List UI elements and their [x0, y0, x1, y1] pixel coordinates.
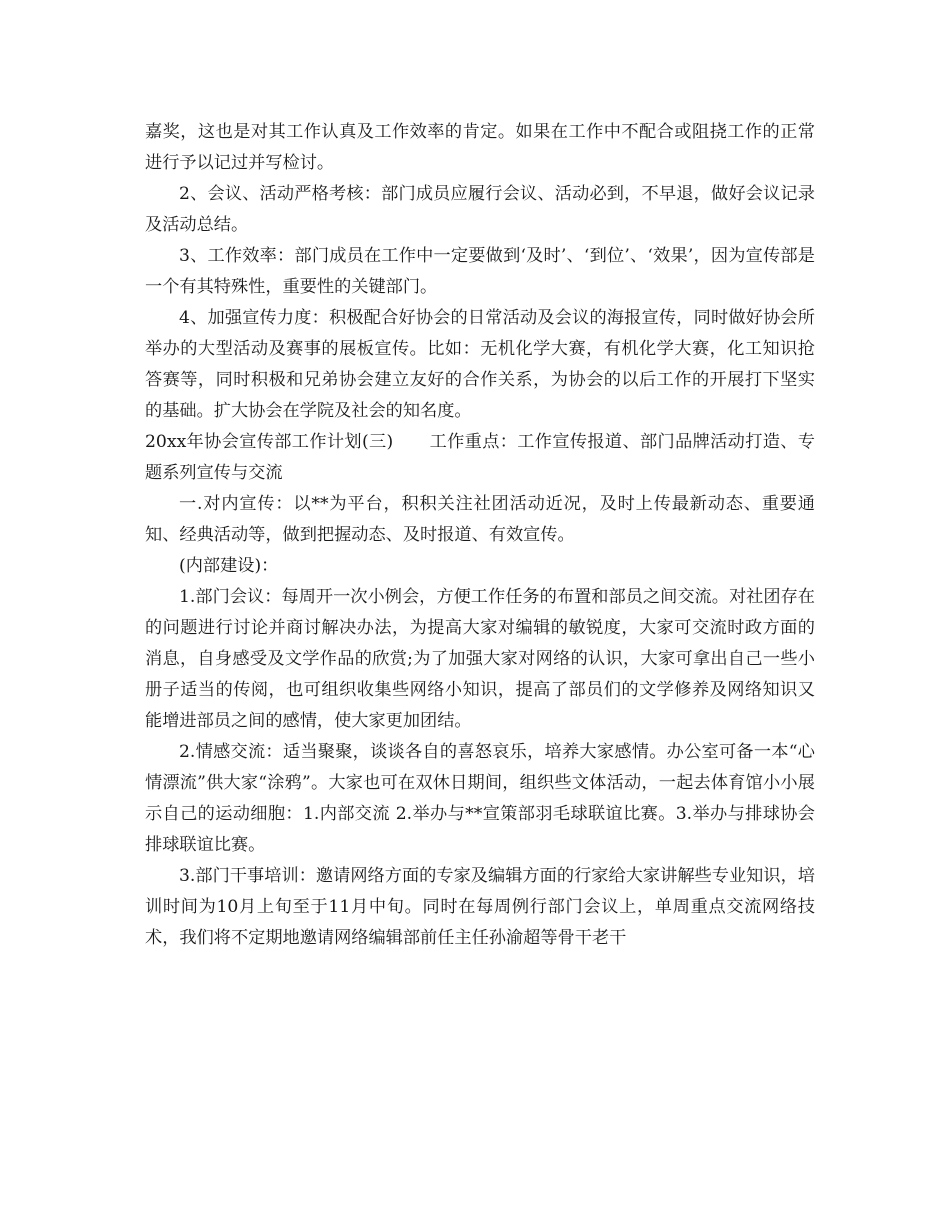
paragraph-department-meeting: 1.部门会议：每周开一次小例会，方便工作任务的布置和部员之间交流。对社团存在的问题进行讨论并商讨解决办法，为提高大家对编辑的敏锐度，大家可交流时政方面的消息，自身感受及文学作品的欣赏;为了加强大家对网络的认识，大家可拿出自己一些小册子适当的传阅，也可组织收集些网络小知识，提高了部员们的文学修养及网络知识又能增进部员之间的感情，使大家更加团结。 [145, 587, 815, 731]
paragraph-work-efficiency: 3、工作效率：部门成员在工作中一定要做到‘及时’、‘到位’、‘效果’，因为宣传部是一个有其特殊性，重要性的关键部门。 [145, 246, 815, 297]
paragraph-meeting-assessment: 2、会议、活动严格考核：部门成员应履行会议、活动必到，不早退，做好会议记录及活动总结。 [145, 184, 815, 235]
paragraph-staff-training: 3.部门干事培训：邀请网络方面的专家及编辑方面的行家给大家讲解些专业知识，培训时间为10月上旬至于11月中旬。同时在每周例行部门会议上，单周重点交流网络技术，我们将不定期地邀请网络编辑部前任主任孙渝超等骨干老干 [145, 866, 815, 948]
section-focus: 工作重点：工作宣传报道、部门品牌活动打造、专题系列宣传与交流 [145, 432, 815, 483]
paragraph-emotional-exchange: 2.情感交流：适当聚聚，谈谈各自的喜怒哀乐，培养大家感情。办公室可备一本“心情漂流”供大家“涂鸦”。大家也可在双休日期间，组织些文体活动，一起去体育馆小小展示自己的运动细胞：1.内部交流 2.举办与**宣策部羽毛球联谊比赛。3.举办与排球协会排球联谊比赛。 [145, 742, 815, 855]
paragraph-internal-publicity: 一.对内宣传：以**为平台，积积关注社团活动近况，及时上传最新动态、重要通知、经典活动等，做到把握动态、及时报道、有效宣传。 [145, 494, 815, 545]
paragraph-reward: 嘉奖，这也是对其工作认真及工作效率的肯定。如果在工作中不配合或阻挠工作的正常进行予以记过并写检讨。 [145, 122, 815, 173]
document-body [145, 117, 815, 954]
paragraph-publicity-strength: 4、加强宣传力度：积极配合好协会的日常活动及会议的海报宣传，同时做好协会所举办的大型活动及赛事的展板宣传。比如：无机化学大赛，有机化学大赛，化工知识抢答赛等，同时积极和兄弟协会建立友好的合作关系，为协会的以后工作的开展打下坚实的基础。扩大协会在学院及社会的知名度。 [145, 308, 815, 421]
section-title: 20xx年协会宣传部工作计划(三) [145, 432, 394, 452]
paragraph-internal-building: (内部建设)： [179, 556, 279, 576]
section-heading [145, 427, 815, 489]
